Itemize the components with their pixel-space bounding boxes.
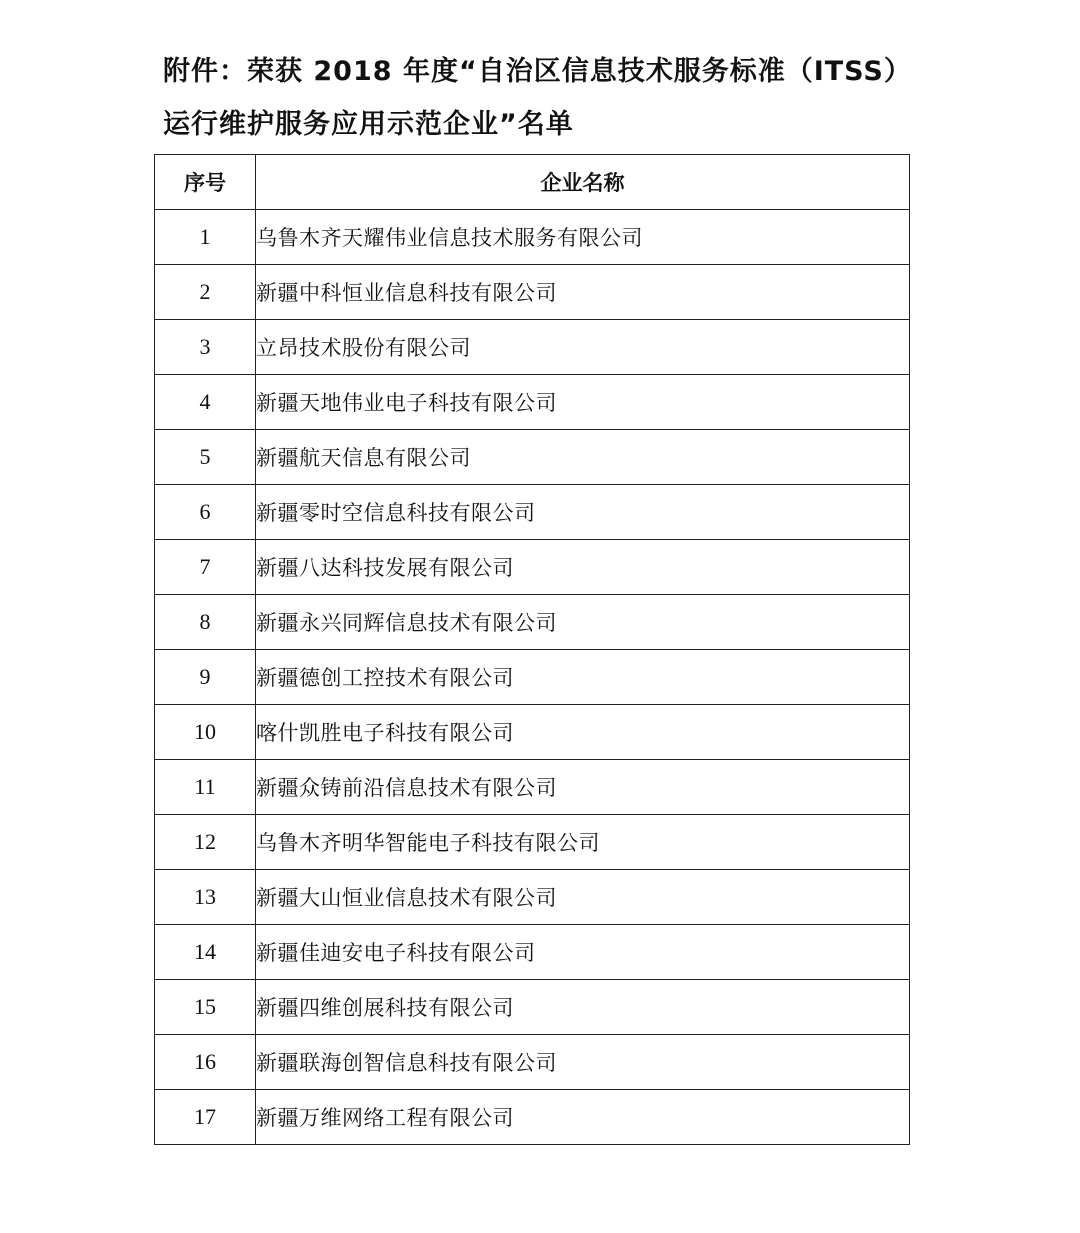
company-name-cell: 新疆四维创展科技有限公司 xyxy=(256,980,910,1035)
table-row xyxy=(155,925,910,980)
table-row xyxy=(155,375,910,430)
header-serial-number: 序号 xyxy=(155,155,256,210)
company-name-cell: 新疆万维网络工程有限公司 xyxy=(256,1090,910,1145)
company-name-cell: 新疆佳迪安电子科技有限公司 xyxy=(256,925,910,980)
serial-number-cell: 4 xyxy=(155,375,256,430)
table-row xyxy=(155,815,910,870)
company-name-cell: 新疆中科恒业信息科技有限公司 xyxy=(256,265,910,320)
company-name-cell: 新疆大山恒业信息技术有限公司 xyxy=(256,870,910,925)
company-name-cell: 新疆八达科技发展有限公司 xyxy=(256,540,910,595)
serial-number-cell: 10 xyxy=(155,705,256,760)
serial-number-cell: 15 xyxy=(155,980,256,1035)
serial-number-cell: 11 xyxy=(155,760,256,815)
table-row xyxy=(155,870,910,925)
company-name-cell: 新疆天地伟业电子科技有限公司 xyxy=(256,375,910,430)
serial-number-cell: 13 xyxy=(155,870,256,925)
table-row xyxy=(155,980,910,1035)
table-row xyxy=(155,210,910,265)
company-name-cell: 立昂技术股份有限公司 xyxy=(256,320,910,375)
document-title-line-2: 运行维护服务应用示范企业”名单 xyxy=(163,109,574,140)
serial-number-cell: 12 xyxy=(155,815,256,870)
table-row xyxy=(155,485,910,540)
table-row xyxy=(155,320,910,375)
table-row xyxy=(155,265,910,320)
serial-number-cell: 7 xyxy=(155,540,256,595)
serial-number-cell: 3 xyxy=(155,320,256,375)
company-name-cell: 新疆永兴同辉信息技术有限公司 xyxy=(256,595,910,650)
serial-number-cell: 6 xyxy=(155,485,256,540)
table-row xyxy=(155,540,910,595)
table-row xyxy=(155,760,910,815)
serial-number-cell: 8 xyxy=(155,595,256,650)
company-name-cell: 喀什凯胜电子科技有限公司 xyxy=(256,705,910,760)
table-row xyxy=(155,1035,910,1090)
table-row xyxy=(155,650,910,705)
company-name-cell: 新疆联海创智信息科技有限公司 xyxy=(256,1035,910,1090)
company-name-cell: 乌鲁木齐天耀伟业信息技术服务有限公司 xyxy=(256,210,910,265)
company-name-cell: 新疆众铸前沿信息技术有限公司 xyxy=(256,760,910,815)
serial-number-cell: 5 xyxy=(155,430,256,485)
serial-number-cell: 17 xyxy=(155,1090,256,1145)
enterprise-list-table xyxy=(154,154,910,1145)
document-title-line-1: 附件：荣获 2018 年度“自治区信息技术服务标准（ITSS） xyxy=(163,56,912,87)
table-body xyxy=(155,210,910,1145)
table-row xyxy=(155,705,910,760)
company-name-cell: 新疆德创工控技术有限公司 xyxy=(256,650,910,705)
table-row xyxy=(155,430,910,485)
company-name-cell: 乌鲁木齐明华智能电子科技有限公司 xyxy=(256,815,910,870)
table-header-row xyxy=(155,155,910,210)
company-name-cell: 新疆航天信息有限公司 xyxy=(256,430,910,485)
serial-number-cell: 2 xyxy=(155,265,256,320)
company-name-cell: 新疆零时空信息科技有限公司 xyxy=(256,485,910,540)
serial-number-cell: 14 xyxy=(155,925,256,980)
serial-number-cell: 16 xyxy=(155,1035,256,1090)
table-row xyxy=(155,595,910,650)
serial-number-cell: 9 xyxy=(155,650,256,705)
table-row xyxy=(155,1090,910,1145)
header-company-name: 企业名称 xyxy=(256,155,910,210)
serial-number-cell: 1 xyxy=(155,210,256,265)
